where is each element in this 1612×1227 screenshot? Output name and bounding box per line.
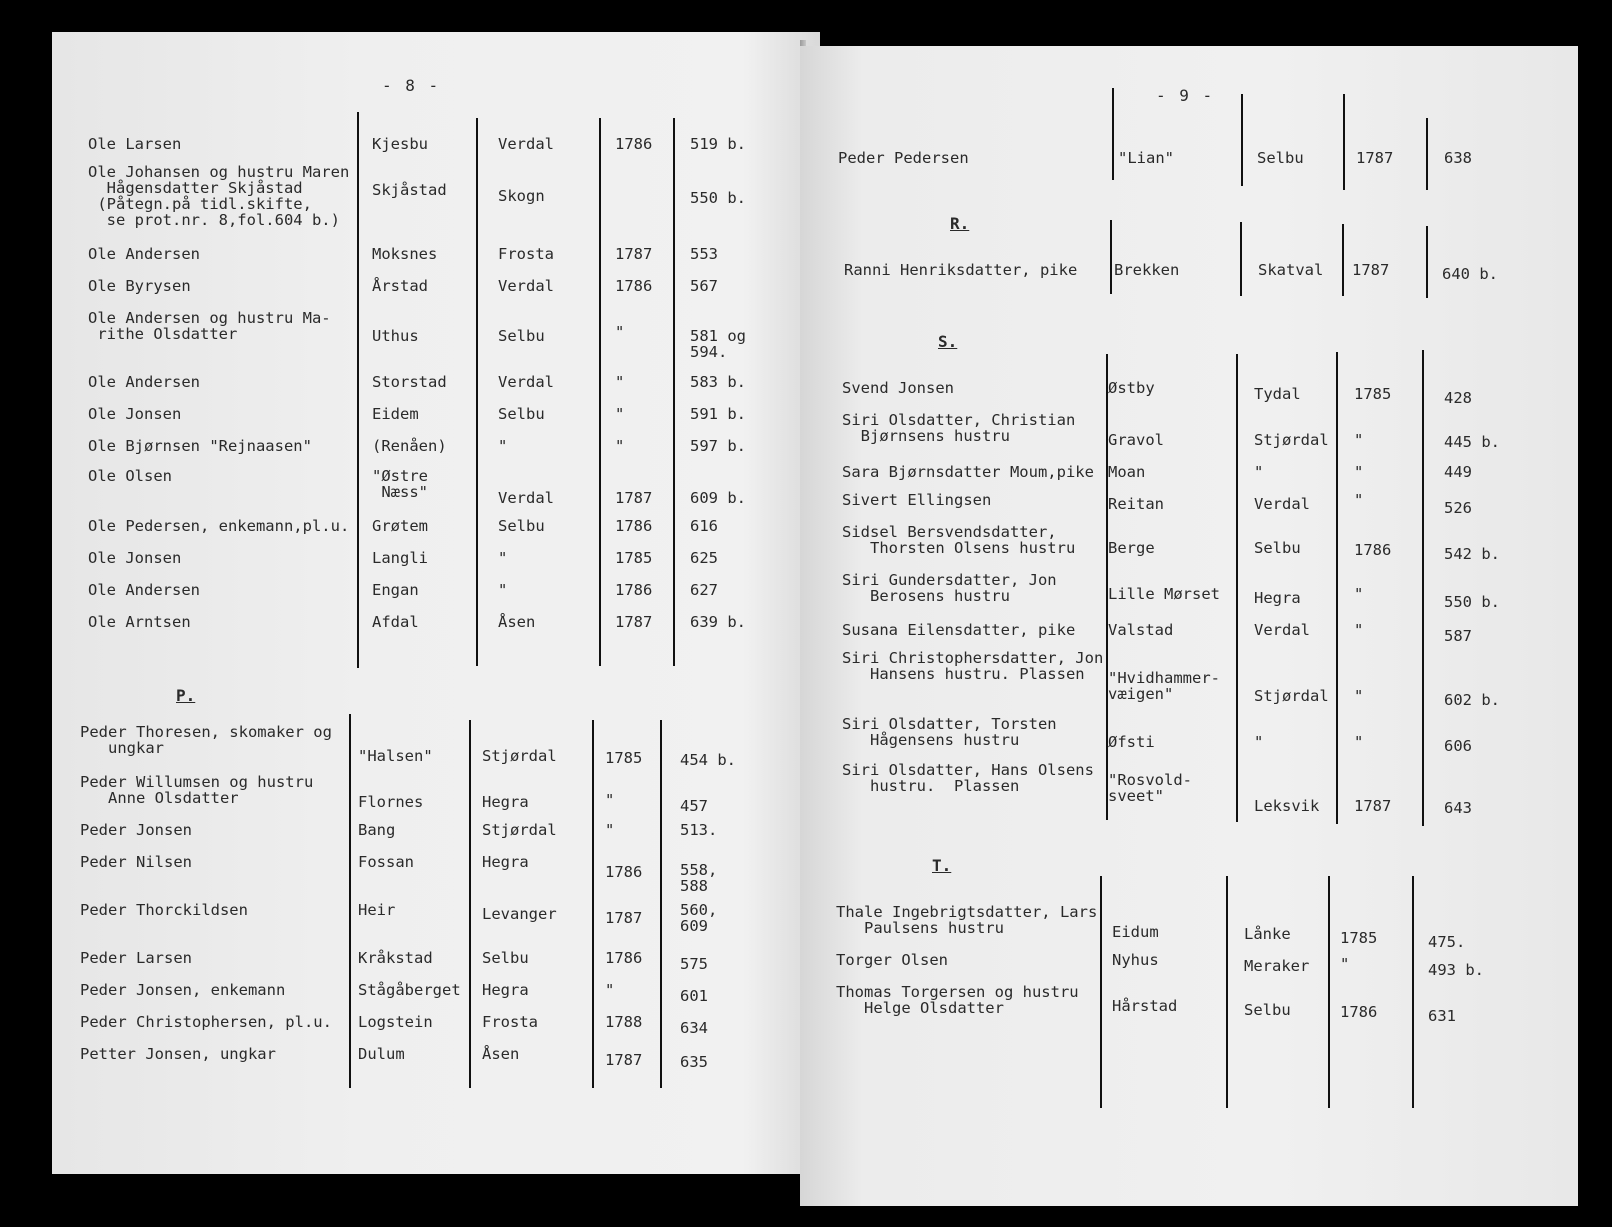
entry-farm: Fossan: [358, 853, 414, 871]
entry-name: Peder Jonsen: [80, 821, 192, 839]
entry-parish: Skatval: [1258, 261, 1324, 279]
entry-parish: ": [498, 437, 508, 455]
column-rule: [673, 118, 675, 666]
entry-folio: 575: [680, 955, 708, 973]
entry-farm: Skjåstad: [372, 181, 447, 199]
entry-parish: Selbu: [498, 405, 545, 423]
entry-folio: 553: [690, 245, 718, 263]
entry-name: Peder Willumsen og hustru Anne Olsdatter: [80, 773, 314, 807]
entry-farm: "Lian": [1118, 149, 1174, 167]
entry-farm: Øfsti: [1108, 733, 1155, 751]
entry-name: Siri Olsdatter, Christian Bjørnsens hustru: [842, 411, 1076, 445]
entry-parish: Selbu: [1244, 1001, 1291, 1019]
entry-farm: Afdal: [372, 613, 419, 631]
column-rule: [1241, 94, 1243, 186]
entry-farm: Bang: [358, 821, 396, 839]
entry-year: ": [615, 323, 625, 341]
entry-name: Ole Johansen og hustru Maren Hågensdatter Skjåstad (Påtegn.på tidl.skifte, se prot.nr. 8,fol.604 b.): [88, 163, 350, 229]
entry-farm: Moksnes: [372, 245, 438, 263]
entry-year: ": [615, 405, 625, 423]
entry-parish: Tydal: [1254, 385, 1301, 403]
column-rule: [660, 720, 662, 1088]
entry-farm: Flornes: [358, 793, 424, 811]
entry-folio: 609 b.: [690, 489, 746, 507]
entry-parish: Verdal: [1254, 621, 1310, 639]
entry-farm: Berge: [1108, 539, 1155, 557]
entry-folio: 581 og 594.: [690, 327, 746, 361]
entry-year: 1786: [615, 135, 653, 153]
entry-year: 1787: [1356, 149, 1394, 167]
entry-parish: Hegra: [482, 853, 529, 871]
section-heading: S.: [938, 332, 958, 351]
entry-parish: ": [1254, 463, 1264, 481]
entry-name: Thale Ingebrigtsdatter, Lars Paulsens hustru: [836, 903, 1098, 937]
page-number: - 8 -: [382, 76, 441, 95]
entry-folio: 602 b.: [1444, 691, 1500, 709]
entry-year: 1786: [615, 517, 653, 535]
entry-folio: 550 b.: [690, 189, 746, 207]
entry-name: Thomas Torgersen og hustru Helge Olsdatter: [836, 983, 1079, 1017]
entry-year: ": [1340, 955, 1350, 973]
entry-year: 1786: [615, 277, 653, 295]
entry-parish: Verdal: [498, 489, 554, 507]
entry-parish: Lånke: [1244, 925, 1291, 943]
entry-parish: Frosta: [482, 1013, 538, 1031]
entry-farm: Lille Mørset: [1108, 585, 1220, 603]
entry-name: Siri Olsdatter, Torsten Hågensens hustru: [842, 715, 1057, 749]
entry-name: Ole Jonsen: [88, 549, 182, 567]
entry-name: Peder Pedersen: [838, 149, 969, 167]
entry-parish: Selbu: [498, 517, 545, 535]
entry-year: ": [1354, 431, 1364, 449]
entry-year: 1787: [615, 245, 653, 263]
entry-name: Ole Bjørnsen "Rejnaasen": [88, 437, 312, 455]
column-rule: [1240, 222, 1242, 296]
entry-farm: Moan: [1108, 463, 1146, 481]
entry-farm: "Hvidhammer- væigen": [1108, 669, 1220, 703]
entry-parish: Frosta: [498, 245, 554, 263]
entry-parish: ": [498, 581, 508, 599]
entry-name: Peder Christophersen, pl.u.: [80, 1013, 332, 1031]
entry-year: 1787: [605, 1051, 643, 1069]
entry-year: 1788: [605, 1013, 643, 1031]
entry-name: Siri Christophersdatter, Jon Hansens hustru. Plassen: [842, 649, 1104, 683]
entry-farm: "Halsen": [358, 747, 433, 765]
entry-farm: Stågåberget: [358, 981, 461, 999]
entry-year: 1785: [605, 749, 643, 767]
entry-name: Petter Jonsen, ungkar: [80, 1045, 276, 1063]
entry-name: Peder Jonsen, enkemann: [80, 981, 286, 999]
entry-farm: Logstein: [358, 1013, 433, 1031]
entry-name: Ole Olsen: [88, 467, 172, 485]
entry-name: Ole Andersen: [88, 245, 200, 263]
entry-year: ": [1354, 733, 1364, 751]
entry-folio: 475.: [1428, 933, 1466, 951]
entry-parish: Åsen: [482, 1045, 520, 1063]
column-rule: [1110, 220, 1112, 294]
entry-folio: 454 b.: [680, 751, 736, 769]
entry-name: Ole Andersen og hustru Ma- rithe Olsdatter: [88, 309, 331, 343]
entry-farm: Storstad: [372, 373, 447, 391]
entry-farm: Hårstad: [1112, 997, 1178, 1015]
entry-folio: 567: [690, 277, 718, 295]
entry-parish: Verdal: [498, 277, 554, 295]
entry-name: Ole Pedersen, enkemann,pl.u.: [88, 517, 350, 535]
entry-folio: 493 b.: [1428, 961, 1484, 979]
entry-folio: 428: [1444, 389, 1472, 407]
entry-folio: 558, 588: [680, 861, 718, 895]
column-rule: [1422, 350, 1424, 826]
entry-folio: 445 b.: [1444, 433, 1500, 451]
section-heading: P.: [176, 686, 196, 705]
entry-year: ": [615, 437, 625, 455]
entry-folio: 616: [690, 517, 718, 535]
entry-folio: 526: [1444, 499, 1472, 517]
entry-farm: Grøtem: [372, 517, 428, 535]
entry-name: Torger Olsen: [836, 951, 948, 969]
entry-folio: 631: [1428, 1007, 1456, 1025]
entry-name: Svend Jonsen: [842, 379, 954, 397]
page-number: - 9 -: [1156, 86, 1215, 105]
entry-folio: 519 b.: [690, 135, 746, 153]
entry-parish: Hegra: [1254, 589, 1301, 607]
entry-name: Ole Arntsen: [88, 613, 191, 631]
entry-parish: Skogn: [498, 187, 545, 205]
entry-name: Ole Andersen: [88, 373, 200, 391]
entry-name: Ole Andersen: [88, 581, 200, 599]
entry-year: ": [1354, 463, 1364, 481]
entry-year: ": [1354, 585, 1364, 603]
right-page: [800, 46, 1578, 1206]
entry-farm: Brekken: [1114, 261, 1180, 279]
entry-farm: Heir: [358, 901, 396, 919]
entry-year: 1785: [1340, 929, 1378, 947]
column-rule: [357, 112, 359, 668]
entry-farm: Uthus: [372, 327, 419, 345]
entry-folio: 597 b.: [690, 437, 746, 455]
entry-folio: 639 b.: [690, 613, 746, 631]
column-rule: [1336, 352, 1338, 824]
entry-year: ": [605, 791, 615, 809]
entry-parish: Selbu: [1257, 149, 1304, 167]
column-rule: [1100, 876, 1102, 1108]
entry-folio: 635: [680, 1053, 708, 1071]
entry-parish: Stjørdal: [1254, 687, 1329, 705]
entry-parish: Stjørdal: [482, 821, 557, 839]
entry-year: ": [1354, 491, 1364, 509]
entry-farm: Eidem: [372, 405, 419, 423]
entry-farm: Kråkstad: [358, 949, 433, 967]
column-rule: [1426, 118, 1428, 190]
entry-folio: 601: [680, 987, 708, 1005]
entry-folio: 627: [690, 581, 718, 599]
column-rule: [1343, 94, 1345, 190]
entry-year: ": [1354, 621, 1364, 639]
entry-parish: Hegra: [482, 981, 529, 999]
entry-folio: 591 b.: [690, 405, 746, 423]
column-rule: [1426, 226, 1428, 298]
entry-parish: ": [1254, 733, 1264, 751]
entry-name: Peder Thoresen, skomaker og ungkar: [80, 723, 332, 757]
entry-name: Peder Nilsen: [80, 853, 192, 871]
entry-parish: Verdal: [498, 135, 554, 153]
entry-farm: (Renåen): [372, 437, 447, 455]
entry-farm: Kjesbu: [372, 135, 428, 153]
entry-name: Siri Olsdatter, Hans Olsens hustru. Plassen: [842, 761, 1094, 795]
entry-year: 1785: [1354, 385, 1392, 403]
entry-folio: 606: [1444, 737, 1472, 755]
entry-name: Ole Byrysen: [88, 277, 191, 295]
entry-year: 1787: [1352, 261, 1390, 279]
entry-folio: 560, 609: [680, 901, 718, 935]
entry-parish: Selbu: [482, 949, 529, 967]
entry-folio: 449: [1444, 463, 1472, 481]
column-rule: [1226, 876, 1228, 1108]
entry-year: ": [1354, 687, 1364, 705]
entry-farm: Reitan: [1108, 495, 1164, 513]
left-page: [52, 32, 820, 1174]
entry-parish: Levanger: [482, 905, 557, 923]
entry-parish: Verdal: [1254, 495, 1310, 513]
entry-folio: 550 b.: [1444, 593, 1500, 611]
section-heading: R.: [950, 214, 970, 233]
column-rule: [469, 720, 471, 1088]
entry-folio: 583 b.: [690, 373, 746, 391]
entry-year: 1785: [615, 549, 653, 567]
entry-parish: Åsen: [498, 613, 536, 631]
entry-year: 1786: [605, 863, 643, 881]
entry-year: 1786: [1354, 541, 1392, 559]
entry-name: Peder Thorckildsen: [80, 901, 248, 919]
entry-parish: Stjørdal: [1254, 431, 1329, 449]
entry-farm: Engan: [372, 581, 419, 599]
entry-farm: Langli: [372, 549, 428, 567]
entry-year: 1787: [1354, 797, 1392, 815]
column-rule: [1412, 876, 1414, 1108]
entry-parish: Selbu: [1254, 539, 1301, 557]
entry-year: ": [605, 821, 615, 839]
entry-name: Ole Jonsen: [88, 405, 182, 423]
entry-folio: 513.: [680, 821, 718, 839]
entry-farm: "Rosvold- sveet": [1108, 771, 1192, 805]
entry-parish: Hegra: [482, 793, 529, 811]
entry-name: Sidsel Bersvendsdatter, Thorsten Olsens hustru: [842, 523, 1076, 557]
column-rule: [476, 118, 478, 666]
entry-year: ": [605, 981, 615, 999]
entry-year: 1787: [615, 613, 653, 631]
entry-folio: 640 b.: [1442, 265, 1498, 283]
entry-parish: Meraker: [1244, 957, 1310, 975]
entry-name: Ranni Henriksdatter, pike: [844, 261, 1078, 279]
entry-farm: Årstad: [372, 277, 428, 295]
column-rule: [1236, 354, 1238, 822]
entry-name: Siri Gundersdatter, Jon Berosens hustru: [842, 571, 1057, 605]
entry-year: 1787: [605, 909, 643, 927]
column-rule: [1342, 224, 1344, 296]
entry-parish: Stjørdal: [482, 747, 557, 765]
entry-folio: 587: [1444, 627, 1472, 645]
column-rule: [349, 714, 351, 1088]
entry-folio: 542 b.: [1444, 545, 1500, 563]
entry-folio: 643: [1444, 799, 1472, 817]
section-heading: T.: [932, 856, 952, 875]
entry-year: 1786: [605, 949, 643, 967]
entry-farm: Nyhus: [1112, 951, 1159, 969]
entry-folio: 625: [690, 549, 718, 567]
column-rule: [599, 118, 601, 666]
entry-farm: Valstad: [1108, 621, 1174, 639]
entry-parish: ": [498, 549, 508, 567]
entry-name: Susana Eilensdatter, pike: [842, 621, 1076, 639]
entry-name: Peder Larsen: [80, 949, 192, 967]
entry-folio: 634: [680, 1019, 708, 1037]
entry-year: 1786: [615, 581, 653, 599]
entry-farm: "Østre Næss": [372, 467, 428, 501]
entry-year: 1787: [615, 489, 653, 507]
entry-farm: Dulum: [358, 1045, 405, 1063]
column-rule: [592, 720, 594, 1088]
entry-folio: 638: [1444, 149, 1472, 167]
entry-year: 1786: [1340, 1003, 1378, 1021]
entry-year: ": [615, 373, 625, 391]
entry-farm: Gravol: [1108, 431, 1164, 449]
entry-parish: Verdal: [498, 373, 554, 391]
entry-farm: Østby: [1108, 379, 1155, 397]
column-rule: [1328, 876, 1330, 1108]
column-rule: [1112, 88, 1114, 180]
entry-name: Sara Bjørnsdatter Moum,pike: [842, 463, 1094, 481]
entry-name: Ole Larsen: [88, 135, 182, 153]
entry-name: Sivert Ellingsen: [842, 491, 992, 509]
entry-parish: Selbu: [498, 327, 545, 345]
entry-folio: 457: [680, 797, 708, 815]
entry-parish: Leksvik: [1254, 797, 1320, 815]
entry-farm: Eidum: [1112, 923, 1159, 941]
